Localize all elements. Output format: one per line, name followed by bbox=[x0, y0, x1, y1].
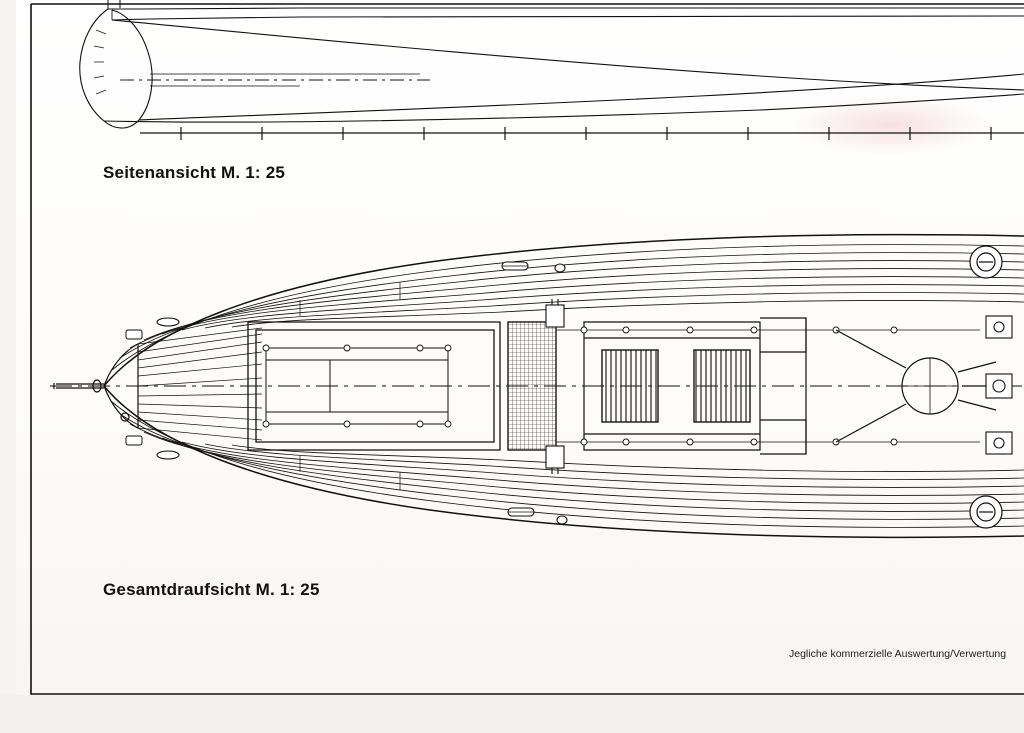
deck-hatch-upper bbox=[970, 246, 1002, 278]
bow-frames bbox=[138, 328, 262, 440]
stern-fittings bbox=[986, 316, 1012, 454]
top-view-caption: Gesamtdraufsicht M. 1: 25 bbox=[103, 580, 320, 599]
deck-hatch-lower bbox=[970, 496, 1002, 528]
bow-fittings bbox=[126, 330, 142, 445]
vent-grating-left bbox=[602, 350, 658, 422]
scale-ruler bbox=[140, 127, 1024, 140]
vent-grating-right bbox=[694, 350, 750, 422]
copyright-notice: Jegliche kommerzielle Auswertung/Verwertung bbox=[789, 648, 1007, 660]
side-view-caption: Seitenansicht M. 1: 25 bbox=[103, 163, 286, 182]
planking-upper bbox=[112, 245, 1024, 370]
planking-lower bbox=[112, 402, 1024, 527]
side-view bbox=[80, 0, 1024, 128]
mesh-grating bbox=[508, 322, 556, 450]
top-view bbox=[50, 235, 1024, 538]
